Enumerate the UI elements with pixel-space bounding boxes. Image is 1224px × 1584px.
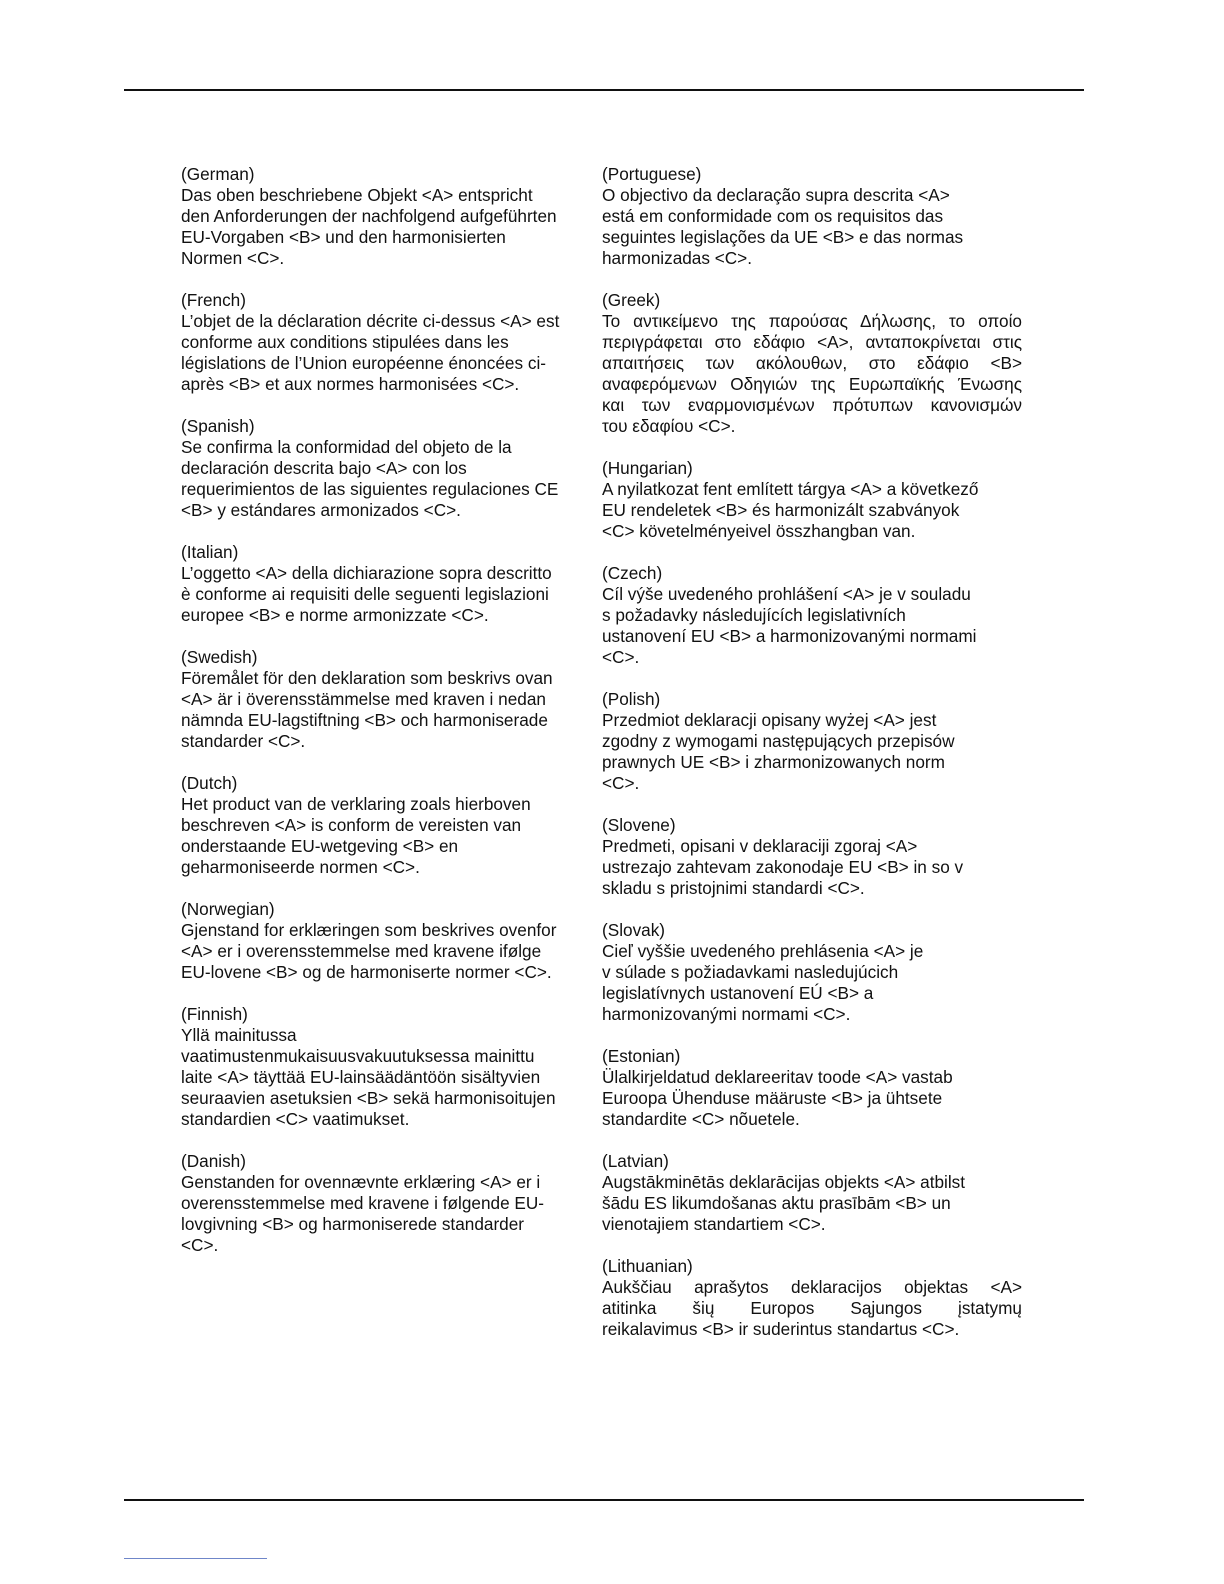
- text-line: standardite <C> nõuetele.: [602, 1109, 800, 1129]
- text-line: après <B> et aux normes harmonisées <C>.: [181, 374, 520, 394]
- left-column: [181, 164, 591, 1277]
- text-line: L’oggetto <A> della dichiarazione sopra descritto: [181, 563, 552, 583]
- text-line: Normen <C>.: [181, 248, 285, 268]
- declaration-slovene: [602, 815, 1022, 899]
- declaration-lithuanian: [602, 1256, 1022, 1340]
- text-line: <B> y estándares armonizados <C>.: [181, 500, 461, 520]
- text-line: beschreven <A> is conform de vereisten van: [181, 815, 522, 835]
- text-line: declaración descrita bajo <A> con los: [181, 458, 467, 478]
- language-label: (Greek): [602, 290, 661, 310]
- text-line: s požadavky následujících legislativních: [602, 605, 906, 625]
- text-line: EU-Vorgaben <B> und den harmonisierten: [181, 227, 506, 247]
- text-line: laite <A> täyttää EU-lainsäädäntöön sisältyvien: [181, 1067, 541, 1087]
- text-line: Yllä mainitussa: [181, 1025, 297, 1045]
- text-line: O objectivo da declaração supra descrita <A>: [602, 185, 950, 205]
- declaration-portuguese: [602, 164, 1022, 269]
- declaration-norwegian: [181, 899, 591, 983]
- text-line: Το αντικείμενο της παρούσας Δήλωσης, το οποίο: [602, 311, 1022, 331]
- text-line: législations de l’Union européenne énoncées ci-: [181, 353, 546, 373]
- text-line: harmonizovanými normami <C>.: [602, 1004, 851, 1024]
- declaration-czech: [602, 563, 1022, 668]
- language-label: (Hungarian): [602, 458, 693, 478]
- language-label: (Polish): [602, 689, 661, 709]
- text-line: lovgivning <B> og harmoniserede standarder: [181, 1214, 525, 1234]
- text-line: EU-lovene <B> og de harmoniserte normer <C>.: [181, 962, 552, 982]
- text-line: Genstanden for ovennævnte erklæring <A> er i: [181, 1172, 541, 1192]
- text-line: den Anforderungen der nachfolgend aufgeführten: [181, 206, 557, 226]
- text-line: nämnda EU-lagstiftning <B> och harmoniserade: [181, 710, 548, 730]
- text-line: A nyilatkozat fent említett tárgya <A> a következő: [602, 479, 979, 499]
- text-line: L’objet de la déclaration décrite ci-dessus <A> est: [181, 311, 560, 331]
- footer-rule: [124, 1499, 1084, 1501]
- text-line: onderstaande EU-wetgeving <B> en: [181, 836, 459, 856]
- language-label: (Swedish): [181, 647, 258, 667]
- text-line: Föremålet för den deklaration som beskrivs ovan: [181, 668, 553, 688]
- text-line: geharmoniseerde normen <C>.: [181, 857, 420, 877]
- language-label: (German): [181, 164, 255, 184]
- text-line: <C>.: [602, 647, 640, 667]
- declaration-italian: [181, 542, 591, 626]
- text-line: vaatimustenmukaisuusvakuutuksessa mainittu: [181, 1046, 535, 1066]
- text-line: vienotajiem standartiem <C>.: [602, 1214, 826, 1234]
- text-line: overensstemmelse med kravene i følgende EU-: [181, 1193, 545, 1213]
- text-line: standardien <C> vaatimukset.: [181, 1109, 410, 1129]
- text-line: zgodny z wymogami następujących przepisów: [602, 731, 955, 751]
- text-line: europee <B> e norme armonizzate <C>.: [181, 605, 489, 625]
- declaration-polish: [602, 689, 1022, 794]
- text-line: ustrezajo zahtevam zakonodaje EU <B> in so v: [602, 857, 964, 877]
- text-line: harmonizadas <C>.: [602, 248, 752, 268]
- declaration-german: [181, 164, 591, 269]
- text-line: Gjenstand for erklæringen som beskrives ovenfor: [181, 920, 557, 940]
- text-line: περιγράφεται στο εδάφιο <A>, ανταποκρίνεται στις: [602, 332, 1022, 352]
- text-line: prawnych UE <B> i zharmonizowanych norm: [602, 752, 945, 772]
- text-line: <C>.: [181, 1235, 219, 1255]
- language-label: (Czech): [602, 563, 663, 583]
- language-label: (Dutch): [181, 773, 238, 793]
- language-label: (Danish): [181, 1151, 246, 1171]
- text-line: legislatívnych ustanovení EÚ <B> a: [602, 983, 874, 1003]
- header-rule: [124, 89, 1084, 91]
- text-line: του εδαφίου <C>.: [602, 416, 736, 436]
- text-line: EU rendeletek <B> és harmonizált szabványok: [602, 500, 960, 520]
- text-line: Aukščiau aprašytos deklaracijos objektas <A>: [602, 1277, 1022, 1297]
- language-label: (Lithuanian): [602, 1256, 693, 1276]
- language-label: (Portuguese): [602, 164, 702, 184]
- text-line: requerimientos de las siguientes regulaciones CE: [181, 479, 559, 499]
- language-label: (Estonian): [602, 1046, 681, 1066]
- text-line: Das oben beschriebene Objekt <A> entspricht: [181, 185, 533, 205]
- text-line: reikalavimus <B> ir suderintus standartus <C>.: [602, 1319, 960, 1339]
- declaration-estonian: [602, 1046, 1022, 1130]
- text-line: atitinka šių Europos Sąjungos įstatymų: [602, 1298, 1022, 1318]
- text-line: standarder <C>.: [181, 731, 306, 751]
- declaration-slovak: [602, 920, 1022, 1025]
- text-line: Euroopa Ühenduse määruste <B> ja ühtsete: [602, 1088, 943, 1108]
- text-line: è conforme ai requisiti delle seguenti legislazioni: [181, 584, 549, 604]
- text-line: Het product van de verklaring zoals hierboven: [181, 794, 531, 814]
- text-line: seguintes legislações da UE <B> e das normas: [602, 227, 964, 247]
- text-line: Ülalkirjeldatud deklareeritav toode <A> vastab: [602, 1067, 953, 1087]
- language-label: (Finnish): [181, 1004, 248, 1024]
- language-label: (Latvian): [602, 1151, 669, 1171]
- text-line: skladu s pristojnimi standardi <C>.: [602, 878, 865, 898]
- language-label: (French): [181, 290, 246, 310]
- text-line: Przedmiot deklaracji opisany wyżej <A> jest: [602, 710, 937, 730]
- text-line: <A> er i overensstemmelse med kravene ifølge: [181, 941, 542, 961]
- declaration-greek: [602, 290, 1022, 437]
- declaration-spanish: [181, 416, 591, 521]
- text-line: <A> är i överensstämmelse med kraven i nedan: [181, 689, 546, 709]
- text-line: Predmeti, opisani v deklaraciji zgoraj <A>: [602, 836, 918, 856]
- declaration-dutch: [181, 773, 591, 878]
- text-line: está em conformidade com os requisitos das: [602, 206, 944, 226]
- language-label: (Slovak): [602, 920, 666, 940]
- language-label: (Italian): [181, 542, 239, 562]
- text-line: αναφερόμενων Οδηγιών της Ευρωπαϊκής Ένωσης: [602, 374, 1022, 394]
- text-line: Cieľ vyššie uvedeného prehlásenia <A> je: [602, 941, 924, 961]
- text-line: seuraavien asetuksien <B> sekä harmonisoitujen: [181, 1088, 556, 1108]
- declaration-hungarian: [602, 458, 1022, 542]
- text-line: Se confirma la conformidad del objeto de la: [181, 437, 512, 457]
- declaration-finnish: [181, 1004, 591, 1130]
- text-line: Cíl výše uvedeného prohlášení <A> je v souladu: [602, 584, 971, 604]
- text-line: v súlade s požiadavkami nasledujúcich: [602, 962, 899, 982]
- text-line: <C>.: [602, 773, 640, 793]
- language-label: (Slovene): [602, 815, 676, 835]
- text-line: šādu ES likumdošanas aktu prasībām <B> un: [602, 1193, 951, 1213]
- language-label: (Spanish): [181, 416, 255, 436]
- text-line: και των εναρμονισμένων πρότυπων κανονισμών: [602, 395, 1022, 415]
- right-column: [602, 164, 1022, 1361]
- text-line: ustanovení EU <B> a harmonizovanými normami: [602, 626, 977, 646]
- text-line: Augstākminētās deklarācijas objekts <A> atbilst: [602, 1172, 966, 1192]
- text-line: απαιτήσεις των ακόλουθων, στο εδάφιο <B>: [602, 353, 1022, 373]
- declaration-latvian: [602, 1151, 1022, 1235]
- text-line: <C> követelményeivel összhangban van.: [602, 521, 916, 541]
- declaration-swedish: [181, 647, 591, 752]
- declaration-french: [181, 290, 591, 395]
- language-label: (Norwegian): [181, 899, 275, 919]
- footer-link-underline: [124, 1558, 267, 1559]
- text-line: conforme aux conditions stipulées dans les: [181, 332, 509, 352]
- declaration-danish: [181, 1151, 591, 1256]
